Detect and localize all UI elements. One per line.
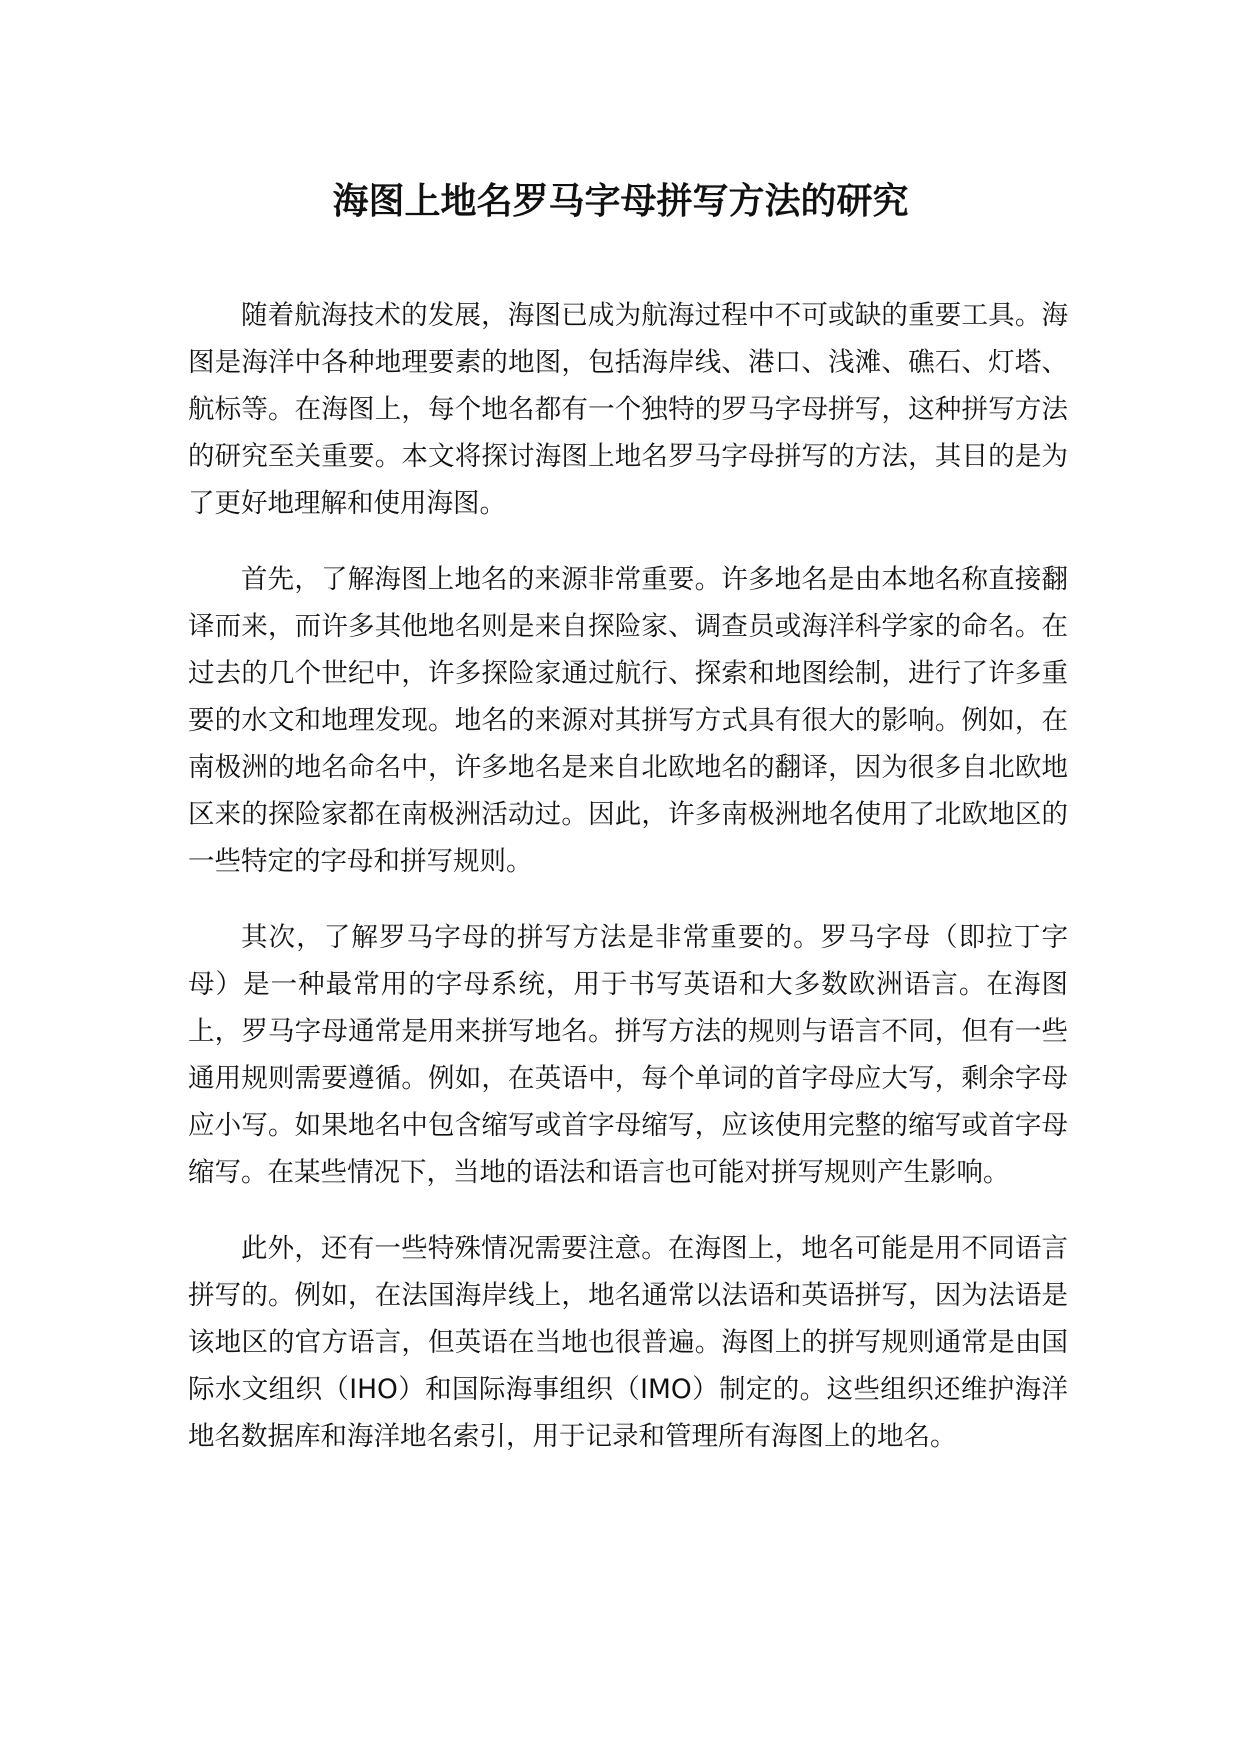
document-title: 海图上地名罗马字母拼写方法的研究 — [332, 181, 909, 222]
paragraph-2: 首先，了解海图上地名的来源非常重要。许多地名是由本地名称直接翻译而来，而许多其他地名则是来自探险家、调查员或海洋科学家的命名。在过去的几个世纪中，许多探险家通过航行、探索和地图绘制，进行了许多重要的水文和地理发现。地名的来源对其拼写方式具有很大的影响。例如，在南极洲的地名命名中，许多地名是来自北欧地名的翻译，因为很多自北欧地区来的探险家都在南极洲活动过。因此，许多南极洲地名使用了北欧地区的一些特定的字母和拼写规则。 — [188, 564, 1068, 877]
paragraph-3: 其次，了解罗马字母的拼写方法是非常重要的。罗马字母（即拉丁字母）是一种最常用的字母系统，用于书写英语和大多数欧洲语言。在海图上，罗马字母通常是用来拼写地名。拼写方法的规则与语言不同，但有一些通用规则需要遵循。例如，在英语中，每个单词的首字母应大写，剩余字母应小写。如果地名中包含缩写或首字母缩写，应该使用完整的缩写或首字母缩写。在某些情况下，当地的语法和语言也可能对拼写规则产生影响。 — [188, 922, 1068, 1188]
paragraph-4: 此外，还有一些特殊情况需要注意。在海图上，地名可能是用不同语言拼写的。例如，在法国海岸线上，地名通常以法语和英语拼写，因为法语是该地区的官方语言，但英语在当地也很普遍。海图上的拼写规则通常是由国际水文组织（IHO）和国际海事组织（IMO）制定的。这些组织还维护海洋地名数据库和海洋地名索引，用于记录和管理所有海图上的地名。 — [188, 1233, 1068, 1452]
paragraph-1: 随着航海技术的发展，海图已成为航海过程中不可或缺的重要工具。海图是海洋中各种地理要素的地图，包括海岸线、港口、浅滩、礁石、灯塔、航标等。在海图上，每个地名都有一个独特的罗马字母拼写，这种拼写方法的研究至关重要。本文将探讨海图上地名罗马字母拼写的方法，其目的是为了更好地理解和使用海图。 — [188, 300, 1068, 519]
document-body — [188, 292, 1068, 1489]
